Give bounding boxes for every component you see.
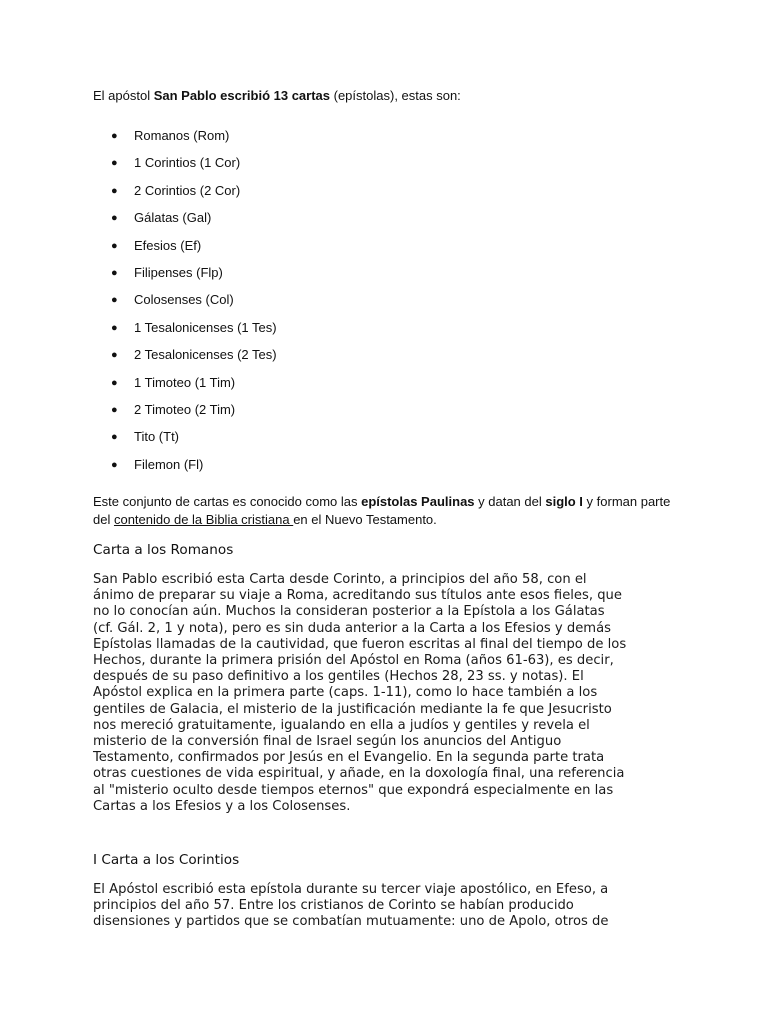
- epistle-name: 2 Tesalonicenses (2 Tes): [134, 347, 277, 363]
- epistle-list-item: [93, 343, 277, 370]
- paragraph-line: después de su paso definitivo a los gentiles (Hechos 28, 23 ss. y notas). El: [93, 669, 584, 685]
- bullet-icon: ●: [111, 212, 118, 225]
- intro-text-post: (epístolas), estas son:: [330, 88, 461, 103]
- intro-text-bold: San Pablo escribió 13 cartas: [153, 88, 331, 103]
- paragraph-line: otras cuestiones de vida espiritual, y añade, en la doxología final, una referencia: [93, 766, 625, 782]
- epistle-name: Romanos (Rom): [134, 128, 230, 143]
- paragraph-line: Apóstol explica en la primera parte (caps. 1-11), como lo hace también a los: [93, 685, 598, 701]
- epistle-name: 2 Timoteo (2 Tim): [134, 401, 236, 417]
- epistle-name: Filemon (Fl): [134, 456, 204, 472]
- paragraph-line: (cf. Gál. 2, 1 y nota), pero es sin duda anterior a la Carta a los Efesios y demás: [93, 620, 611, 636]
- heading-romanos: Carta a los Romanos: [93, 542, 234, 558]
- epistle-name: 1 Corintios (1 Cor): [134, 155, 241, 171]
- epistle-name: 1 Tesalonicenses (1 Tes): [134, 319, 277, 335]
- biblia-link[interactable]: contenido de la Biblia cristiana: [113, 512, 294, 527]
- summary-text-2: y datan del: [474, 494, 546, 509]
- epistle-list-item: [93, 398, 277, 425]
- intro-paragraph: [93, 87, 673, 105]
- bullet-icon: ●: [111, 294, 118, 307]
- epistle-name: Filipenses (Flp): [134, 264, 223, 280]
- epistle-list-item: [93, 288, 277, 315]
- epistle-list-item: [93, 151, 277, 178]
- bullet-icon: ●: [111, 184, 118, 197]
- epistle-name: Tito (Tt): [134, 429, 180, 445]
- bullet-icon: ●: [111, 130, 118, 142]
- paragraph-romanos: [93, 572, 626, 815]
- summary-text-1: Este conjunto de cartas es conocido como las: [93, 494, 362, 509]
- paragraph-corintios: [93, 882, 608, 931]
- epistle-list-item: [93, 261, 277, 288]
- paragraph-line: San Pablo escribió esta Carta desde Corinto, a principios del año 58, con el: [93, 572, 587, 587]
- summary-text-3: y forman parte del: [93, 494, 671, 527]
- epistle-list-item: [93, 453, 277, 480]
- epistle-list-item: [93, 316, 277, 343]
- paragraph-line: El Apóstol escribió esta epístola durante su tercer viaje apostólico, en Efeso, a: [93, 882, 609, 897]
- paragraph-line: nos mereció gratuitamente, igualando en ella a judíos y gentiles y revela el: [93, 717, 590, 733]
- paragraph-line: Testamento, confirmados por Jesús en el Evangelio. En la segunda parte trata: [93, 750, 605, 766]
- bullet-icon: ●: [111, 321, 118, 334]
- paragraph-line: Cartas a los Efesios y a los Colosenses.: [93, 798, 351, 814]
- bullet-icon: ●: [111, 266, 118, 279]
- bullet-icon: ●: [111, 157, 118, 170]
- epistle-name: Colosenses (Col): [134, 292, 234, 308]
- epistle-list-item: [93, 371, 277, 398]
- paragraph-line: al "misterio oculto desde tiempos eternos" que expondrá especialmente en las: [93, 782, 614, 798]
- epistle-name: Efesios (Ef): [134, 237, 202, 253]
- epistles-list: [93, 124, 277, 480]
- summary-bold-paulinas: epístolas Paulinas: [361, 494, 475, 509]
- paragraph-line: gentiles de Galacia, el misterio de la justificación mediante la fe que Jesucristo: [93, 701, 612, 717]
- summary-paragraph: [93, 493, 673, 529]
- bullet-icon: ●: [111, 458, 118, 471]
- bullet-icon: ●: [111, 239, 118, 252]
- intro-text-pre: El apóstol: [93, 88, 154, 103]
- epistle-name: 2 Corintios (2 Cor): [134, 182, 241, 198]
- bullet-icon: ●: [111, 431, 118, 444]
- paragraph-line: misterio de la conversión final de Israel según los anuncios del Antiguo: [93, 734, 562, 750]
- epistle-list-item: [93, 179, 277, 206]
- epistle-list-item: [93, 206, 277, 233]
- paragraph-line: Hechos, durante la primera prisión del Apóstol en Roma (años 61-63), es decir,: [93, 653, 614, 669]
- bullet-icon: ●: [111, 403, 118, 416]
- paragraph-line: principios del año 57. Entre los cristianos de Corinto se habían producido: [93, 898, 574, 914]
- heading-corintios: I Carta a los Corintios: [93, 852, 240, 868]
- epistle-name: 1 Timoteo (1 Tim): [134, 374, 236, 390]
- epistle-list-item: [93, 124, 277, 151]
- paragraph-line: Epístolas llamadas de la cautividad, que fueron escritas al final del tiempo de los: [93, 636, 627, 652]
- summary-text-4: en el Nuevo Testamento.: [293, 512, 437, 527]
- bullet-icon: ●: [111, 349, 118, 362]
- summary-bold-siglo: siglo I: [545, 494, 583, 509]
- paragraph-line: ánimo de preparar su viaje a Roma, acreditando sus títulos ante esos fieles, que: [93, 588, 622, 604]
- bullet-icon: ●: [111, 376, 118, 389]
- epistle-list-item: [93, 425, 277, 452]
- paragraph-line: no lo conocían aún. Muchos la consideran posterior a la Epístola a los Gálatas: [93, 604, 605, 620]
- epistle-list-item: [93, 234, 277, 261]
- epistle-name: Gálatas (Gal): [134, 210, 212, 226]
- paragraph-line: disensiones y partidos que se combatían mutuamente: uno de Apolo, otros de: [93, 914, 609, 930]
